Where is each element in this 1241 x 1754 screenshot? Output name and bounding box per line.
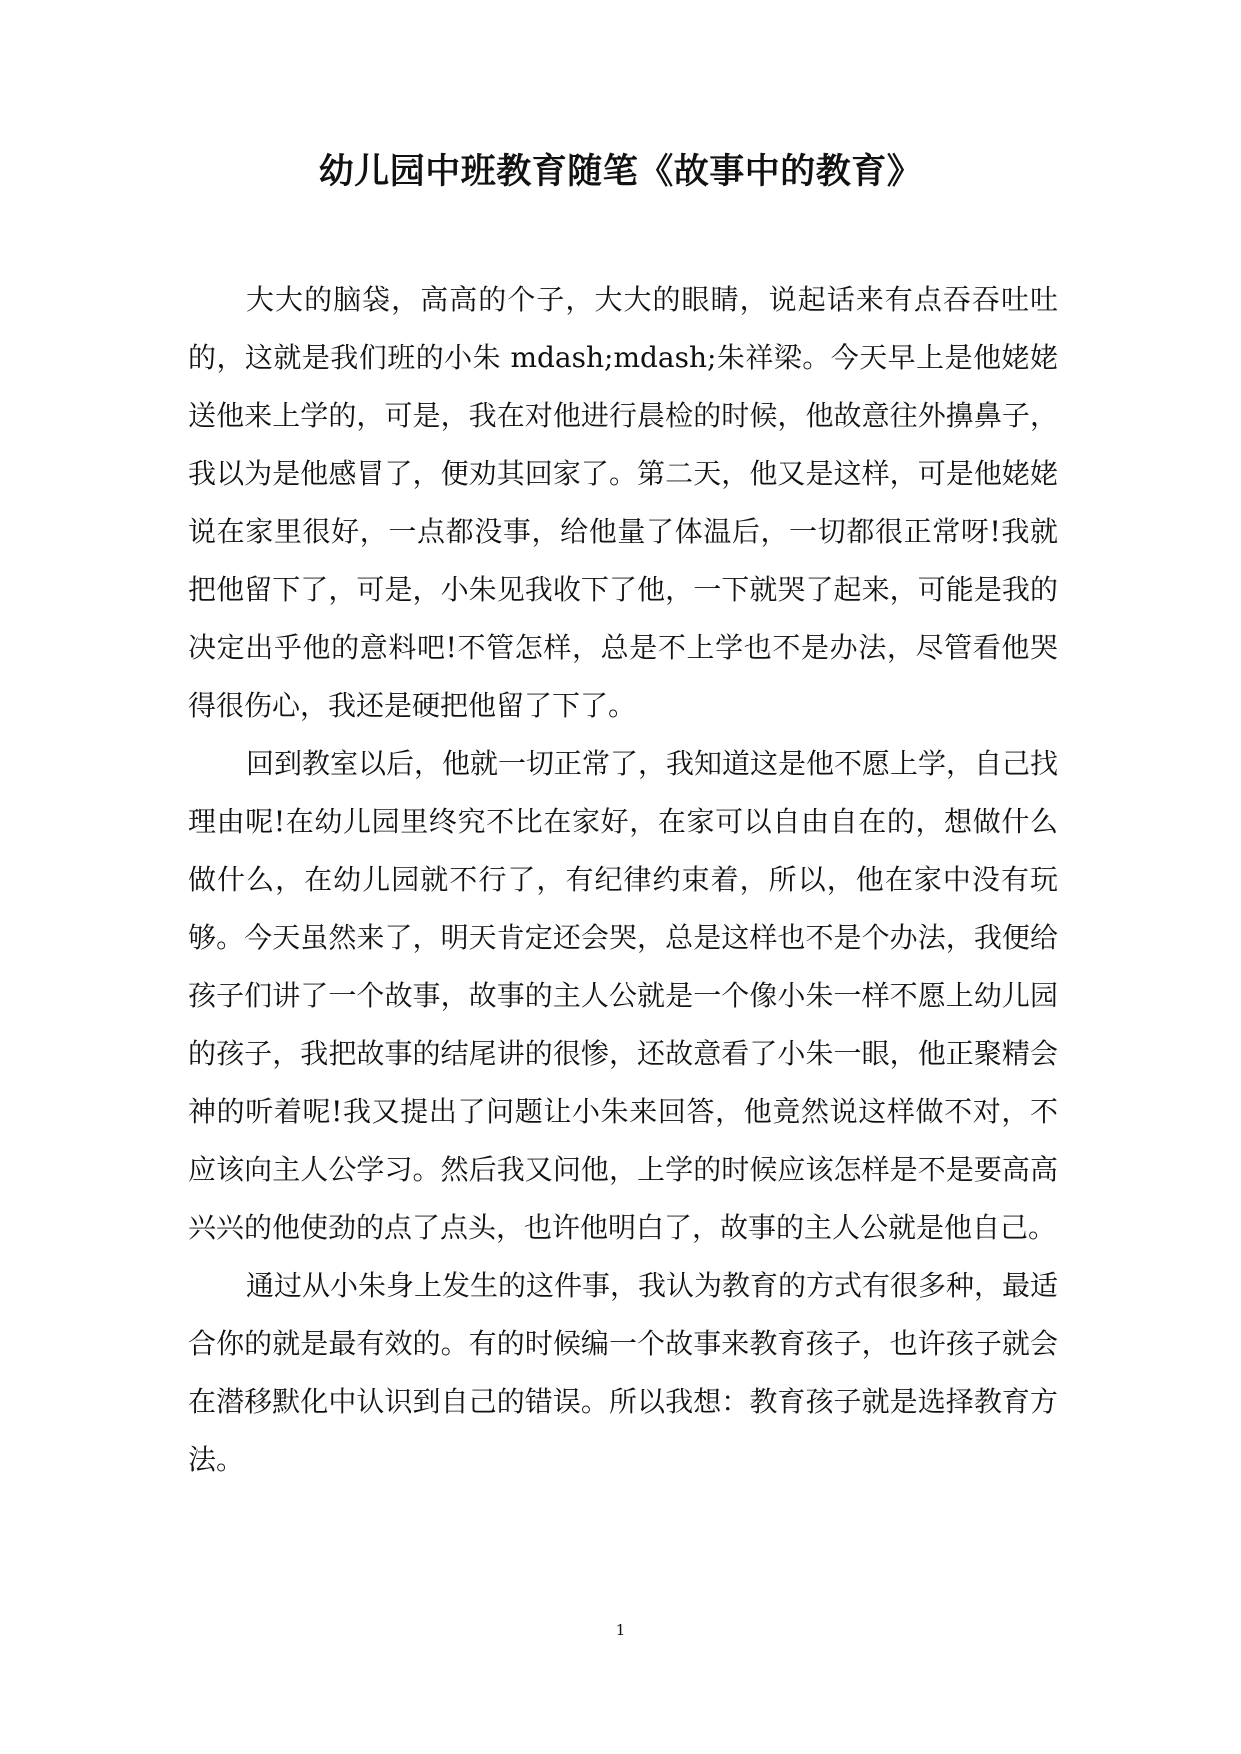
document-body xyxy=(188,271,1058,1489)
document-title: 幼儿园中班教育随笔《故事中的教育》 xyxy=(318,152,923,192)
paragraph-2: 回到教室以后，他就一切正常了，我知道这是他不愿上学，自己找理由呢!在幼儿园里终究不比在家好，在家可以自由自在的，想做什么做什么，在幼儿园就不行了，有纪律约束着，所以，他在家中没有玩够。今天虽然来了，明天肯定还会哭，总是这样也不是个办法，我便给孩子们讲了一个故事，故事的主人公就是一个像小朱一样不愿上幼儿园的孩子，我把故事的结尾讲的很惨，还故意看了小朱一眼，他正聚精会神的听着呢!我又提出了问题让小朱来回答，他竟然说这样做不对，不应该向主人公学习。然后我又问他，上学的时候应该怎样是不是要高高兴兴的他使劲的点了点头，也许他明白了，故事的主人公就是他自己。 xyxy=(188,747,1059,1244)
paragraph-1: 大大的脑袋，高高的个子，大大的眼睛，说起话来有点吞吞吐吐的，这就是我们班的小朱 mdash;mdash;朱祥梁。今天早上是他姥姥送他来上学的，可是，我在对他进行晨检的时候，他故意往外擤鼻子，我以为是他感冒了，便劝其回家了。第二天，他又是这样，可是他姥姥说在家里很好，一点都没事，给他量了体温后，一切都很正常呀!我就把他留下了，可是，小朱见我收下了他，一下就哭了起来，可能是我的决定出乎他的意料吧!不管怎样，总是不上学也不是办法，尽管看他哭得很伤心，我还是硬把他留了下了。 xyxy=(188,283,1058,722)
paragraph-3: 通过从小朱身上发生的这件事，我认为教育的方式有很多种，最适合你的就是最有效的。有的时候编一个故事来教育孩子，也许孩子就会在潜移默化中认识到自己的错误。所以我想：教育孩子就是选择教育方法。 xyxy=(188,1269,1059,1476)
page-number: 1 xyxy=(615,1621,626,1639)
